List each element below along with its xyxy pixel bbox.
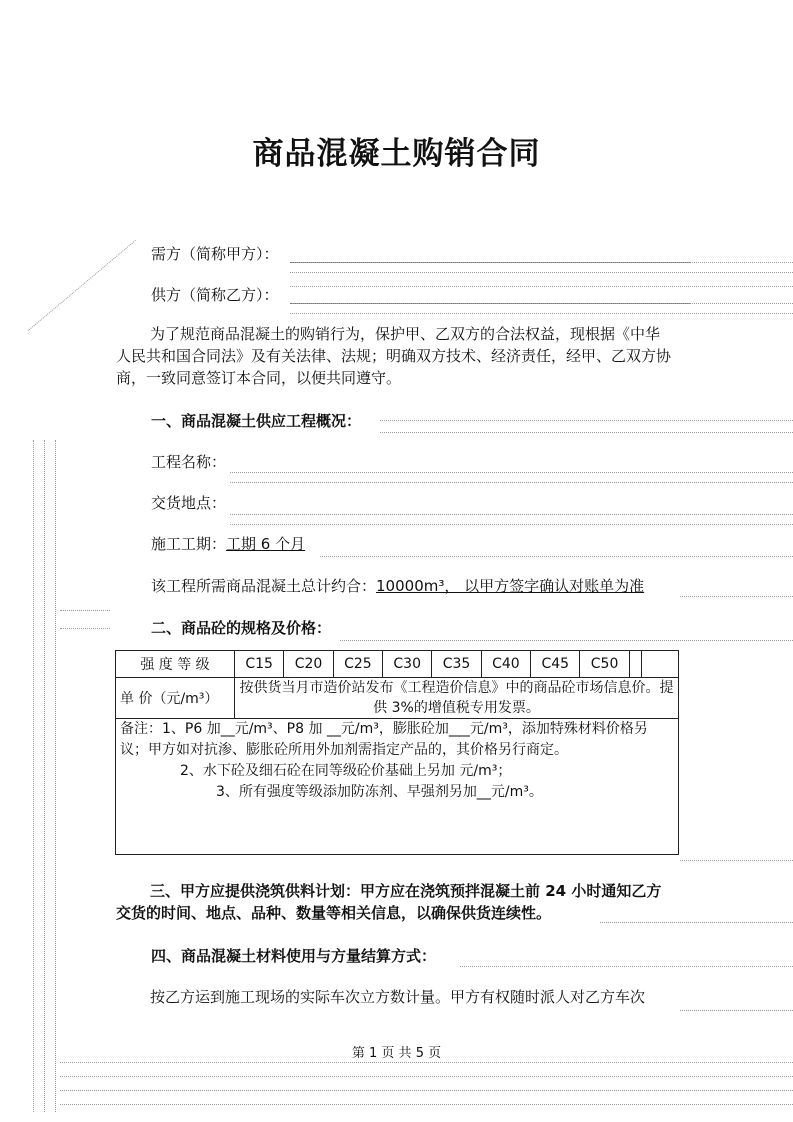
dotted-guide [460,966,793,967]
dotted-guide [340,640,793,641]
page-footer: 第 1 页 共 5 页 [351,1046,442,1061]
section4-text: 按乙方运到施工现场的实际车次立方数计量。甲方有权随时派人对乙方车次 [150,988,646,1006]
delivery-location-label: 交货地点： [151,494,227,512]
grade-cell [642,651,679,678]
construction-period [151,533,305,555]
note-3: 3、所有强度等级添加防冻剂、早强剂另加__元/m³。 [216,784,543,800]
grade-cell: C35 [432,651,481,678]
seller-label: 供方（简称乙方）： [151,286,279,304]
total-volume [151,575,644,597]
dotted-guide [230,482,793,483]
grade-cell: C50 [580,651,629,678]
grade-cell: C40 [481,651,530,678]
buyer-field[interactable] [290,262,690,263]
grade-cell: C25 [333,651,382,678]
total-volume-value: 10000m³， 以甲方签字确认对账单为准 [376,577,645,595]
section3-paragraph: 三、甲方应提供浇筑供料计划：甲方应在浇筑预拌混凝土前 24 小时通知乙方交货的时间、地点、品种、数量等相关信息，以确保供货连续性。 [116,882,662,922]
grade-cell: C20 [284,651,333,678]
intro-paragraph: 为了规范商品混凝土的购销行为，保护甲、乙双方的合法权益，现根据《中华人民共和国合同法》及有关法律、法规；明确双方技术、经济责任，经甲、乙双方协商，一致同意签订本合同，以便共同遵守。 [116,325,672,387]
seller-field[interactable] [290,303,690,304]
dotted-guide [230,514,793,515]
grade-label: 强 度 等 级 [116,651,235,678]
price-text: 按供货当月市造价站发布《工程造价信息》中的商品砼市场信息价。提供 3%的增值税专用发票。 [235,678,679,719]
notes-cell [116,719,679,855]
dotted-guide [680,1010,793,1011]
dotted-guide [60,1090,793,1091]
grade-cell: C45 [531,651,580,678]
section1-heading: 一、商品混凝土供应工程概况： [151,412,362,430]
dotted-guide [320,556,793,557]
construction-period-label: 施工工期： [151,535,227,553]
dotted-guide [230,524,793,525]
dotted-guide [290,313,793,314]
dotted-guide [60,1104,793,1105]
buyer-label: 需方（简称甲方）： [151,245,279,263]
grade-cell: C15 [235,651,284,678]
dotted-guide [680,860,793,861]
dotted-guide [33,440,34,1112]
spec-price-table [115,650,679,855]
section4-heading: 四、商品混凝土材料使用与方量结算方式： [151,947,437,965]
project-name-label: 工程名称： [151,453,227,471]
grade-row [116,651,679,678]
dotted-guide [230,472,793,473]
section2-heading: 二、商品砼的规格及价格： [151,619,332,637]
dotted-guide [290,286,793,287]
price-label: 单 价（元/m³） [116,678,235,719]
dotted-guide [28,240,137,332]
note-1: 备注：1、P6 加__元/m³、P8 加 __元/m³，膨胀砼加___元/m³，添加特殊材料价格另议；甲方如对抗渗、膨胀砼所用外加剂需指定产品的，其价格另行商定。 [120,721,648,758]
dotted-guide [290,272,793,273]
dotted-guide [60,1062,793,1063]
dotted-guide [60,610,110,611]
dotted-guide [380,420,793,421]
construction-period-value: 工期 6 个月 [226,535,306,553]
dotted-guide [55,440,56,1112]
grade-cell [629,651,641,678]
contract-title: 商品混凝土购销合同 [252,136,541,172]
dotted-guide [60,1076,793,1077]
note-2: 2、水下砼及细石砼在同等级砼价基础上另加 元/m³； [180,763,512,779]
dotted-guide [380,432,793,433]
total-volume-label: 该工程所需商品混凝土总计约合： [151,577,377,595]
dotted-guide [680,596,793,597]
grade-cell: C30 [383,651,432,678]
dotted-guide [44,440,45,1112]
price-row [116,678,679,719]
dotted-guide [60,628,110,629]
notes-row [116,719,679,855]
